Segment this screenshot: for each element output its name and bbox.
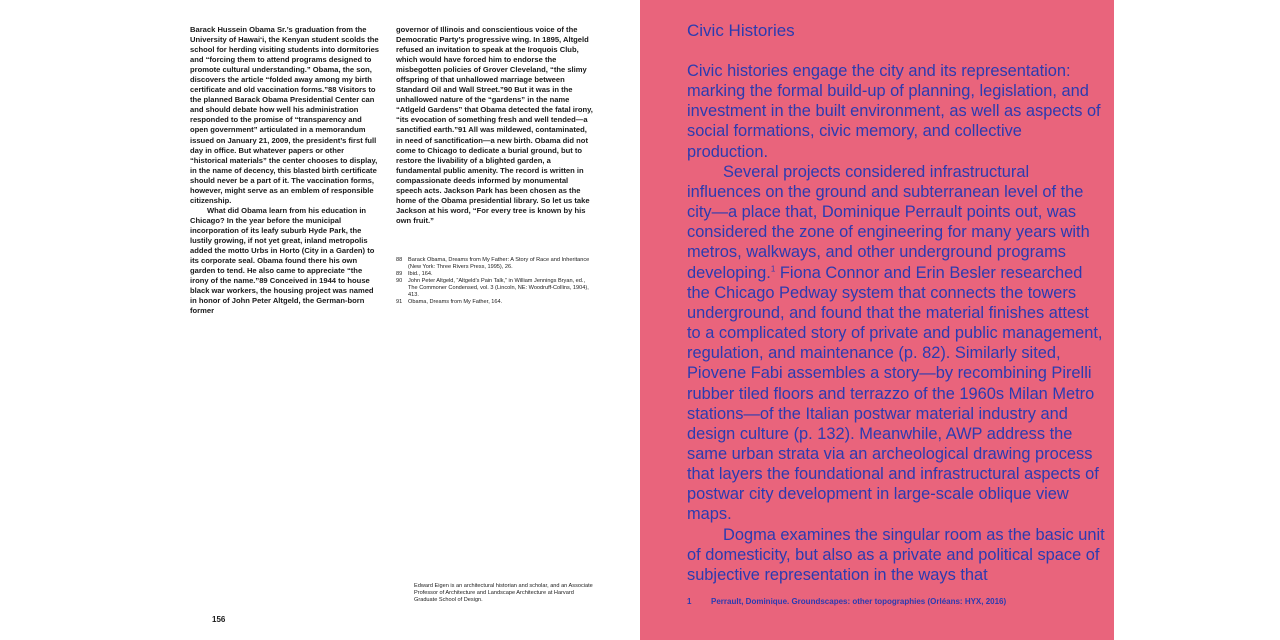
page-number: 156 — [212, 615, 226, 624]
left-page — [166, 0, 640, 640]
footnote-89: 89 Ibid., 164. — [396, 271, 433, 277]
left-column-b — [396, 25, 594, 226]
footnote-91: 91 Obama, Dreams from My Father, 164. — [396, 299, 503, 305]
left-paragraph-2: What did Obama learn from his education in Chicago? In the year before the municipal incorporation of its leafy suburb Hyde Park, the lustily growing, if not yet great, inland metropolis added the motto Urbs in Horto (City in a Garden) to its corporate seal. Obama found there his own garden to tend. He also came to appreciate “the irony of the name.”89 Conceived in 1944 to house black war workers, the housing project was named in honor of John Peter Altgeld, the German-born former — [190, 205, 375, 316]
footnote-88: 88 Barack Obama, Dreams from My Father: A Story of Race and Inheritance (New York: Three Rivers Press, 1995), 26. — [396, 257, 590, 270]
section-heading: Civic Histories — [687, 21, 795, 40]
left-paragraph-3: governor of Illinois and conscientious voice of the Democratic Party’s progressive wing. In 1895, Altgeld refused an invitation to speak at the Iroquois Club, which would have forced him to endorse the misbegotten policies of Grover Cleveland, “the slimy offspring of that unhallowed marriage between Standard Oil and Wall Street.”90 But it was in the unhallowed nature of the “gardens” in the name “Atlgeld Gardens” that Obama detected the fatal irony, “its evocation of something fresh and well tended—a sanctified earth.”91 All was mildewed, contaminated, in need of sanctification—a new birth. Obama did not come to Chicago to dedicate a burial ground, but to restore the livability of a blighted garden, a fundamental public amenity. The record is written in compassionate deeds informed by monumental speech acts. Jackson Park has been chosen as the home of the Obama presidential library. So let us take Jackson at his word, “For every tree is known by his own fruit.” — [396, 25, 593, 225]
right-paragraph-1: Civic histories engage the city and its representation: marking the formal build-up of planning, legislation, and investment in the built environment, as well as aspects of social formations, civic memory, and collective production. — [687, 62, 1101, 161]
left-paragraph-1: Barack Hussein Obama Sr.’s graduation from the University of Hawai‘i, the Kenyan student scolds the school for herding visiting students into dormitories and “forcing them to attend programs designed to promote cultural understanding.” Obama, the son, discovers the article “folded away among my birth certificate and old vaccination forms.”88 Visitors to the planned Barack Obama Presidential Center can and should debate how well his administration responded to the promise of “transparency and open government” articulated in a memorandum issued on January 21, 2009, the president’s first full day in office. But whatever papers or other “historical materials” the center chooses to display, in the name of decency, this blasted birth certificate should never be a part of it. The vaccination forms, however, might serve as an emblem of responsible citizenship. — [190, 25, 380, 205]
left-column-a — [190, 25, 380, 316]
author-note: Edward Eigen is an architectural historian and scholar, and an Associate Professor of Architecture and Landscape Architecture at Harvard Graduate School of Design. — [414, 583, 593, 603]
right-paragraph-2: Several projects considered infrastructural influences on the ground and subterranean level of the city—a place that, Dominique Perrault points out, was considered the zone of engineering for many years with metros, walkways, and other underground programs developing.$^1$ Fiona Connor and Erin Besler researched the Chicago Pedway system that connects the towers underground, and found that the material finishes attest to a complicated story of private and public management, regulation, and maintenance (p. 82). Similarly sited, Piovene Fabi assembles a story—by recombining Pirelli rubber tiled floors and terrazzo of the 1960s Milan Metro stations—of the Italian postwar material industry and design culture (p. 132). Meanwhile, AWP address the same urban strata via an archeological drawing process that layers the foundational and infrastructural aspects of postwar city development in large-scale oblique view maps. — [687, 162, 1103, 524]
right-body — [687, 61, 1107, 585]
footnote-90: 90 John Peter Altgeld, “Altgeld’s Pain Talk,” in William Jennings Bryan, ed., The Commoner Condensed, vol. 3 (Lincoln, NE: Woodruff-Collins, 1904), 413. — [396, 278, 589, 298]
right-page — [640, 0, 1114, 640]
right-paragraph-3: Dogma examines the singular room as the basic unit of domesticity, but also as a private and political space of subjective representation in the ways that — [687, 525, 1105, 584]
right-footnote: 1 Perrault, Dominique. Groundscapes: other topographies (Orléans: HYX, 2016) — [687, 597, 1007, 606]
left-footnotes — [396, 257, 596, 306]
footnote-ref-1: 1 — [770, 264, 776, 274]
